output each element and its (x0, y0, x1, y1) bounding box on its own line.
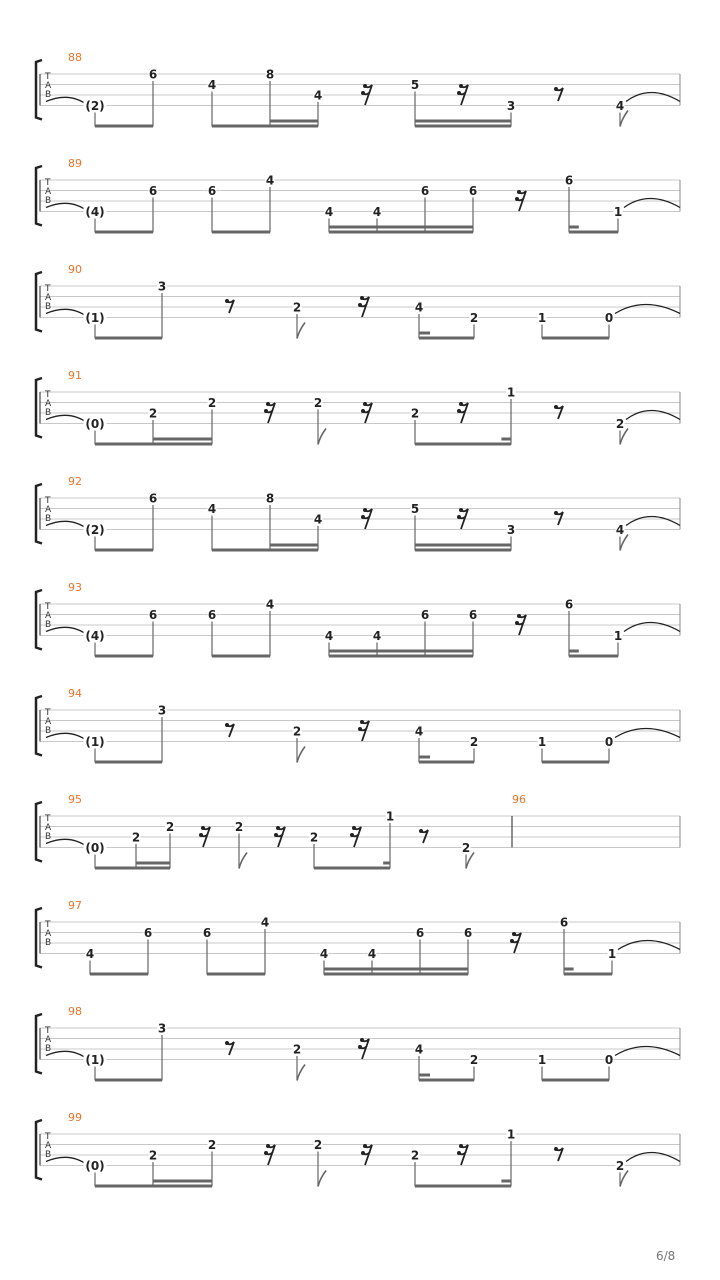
fret-number: 4 (260, 915, 270, 930)
sixteenth-rest-dot (510, 939, 514, 943)
eighth-rest-dot (554, 87, 558, 91)
sixteenth-rest-dot (459, 508, 463, 512)
beam (542, 761, 609, 764)
beam (90, 973, 148, 976)
sixteenth-rest-dot (350, 833, 354, 837)
tab-clef-letter: B (45, 302, 52, 312)
tie-out-arc (615, 305, 680, 314)
sixteenth-rest-dot (363, 402, 367, 406)
fret-number: (2) (85, 523, 105, 537)
tab-clef-letter: A (45, 293, 52, 303)
sixteenth-rest-dot (266, 402, 270, 406)
fret-number: 4 (615, 523, 625, 537)
fret-number: 2 (410, 406, 420, 421)
secondary-beam (153, 438, 212, 441)
fret-number: 4 (615, 99, 625, 113)
sixteenth-rest-dot (457, 409, 461, 413)
sixteenth-rest-dot (457, 1151, 461, 1155)
beam (329, 655, 473, 658)
beam (212, 125, 318, 128)
tie-out-arc (624, 199, 680, 208)
sixteenth-rest-dot (276, 826, 280, 830)
tab-clef-letter: A (45, 611, 52, 621)
system-bracket (36, 696, 42, 756)
beam (212, 655, 270, 658)
tab-clef-letter: A (45, 81, 52, 91)
fret-number: 2 (313, 396, 323, 410)
fret-number: 1 (613, 629, 623, 643)
staff-system-98 (36, 1005, 680, 1082)
sixteenth-rest-dot (264, 1151, 268, 1155)
system-bracket (36, 908, 42, 968)
fret-number: 2 (148, 1148, 158, 1163)
beam (324, 973, 468, 976)
tie-in-arc (46, 733, 88, 741)
tab-clef-letter: B (45, 514, 52, 524)
measure-number: 90 (68, 263, 82, 276)
beam (415, 549, 511, 552)
beam (419, 761, 474, 764)
fret-number: 3 (506, 99, 516, 113)
beam (419, 337, 474, 340)
note-flag (297, 747, 305, 763)
fret-number: (0) (85, 1159, 105, 1173)
fret-number: 6 (564, 597, 574, 612)
fret-number: 2 (615, 1159, 625, 1173)
fret-number: (2) (85, 99, 105, 113)
tab-clef-letter: B (45, 938, 52, 948)
tab-clef-letter: T (45, 496, 51, 506)
tab-clef-letter: T (45, 178, 51, 188)
eighth-rest-dot (225, 723, 229, 727)
staff-system-93 (36, 581, 680, 658)
tie-in-arc (46, 1051, 88, 1059)
tab-clef-letter: T (45, 284, 51, 294)
fret-number: 8 (265, 67, 275, 82)
fret-number: 2 (410, 1148, 420, 1163)
staff-system-95 (36, 793, 680, 870)
system-bracket (36, 272, 42, 332)
eighth-rest-dot (225, 299, 229, 303)
tab-clef-letter: A (45, 187, 52, 197)
sixteenth-rest-dot (361, 515, 365, 519)
sixteenth-rest-dot (363, 508, 367, 512)
secondary-beam (329, 650, 473, 653)
beam (95, 125, 153, 128)
staff-system-91 (36, 369, 680, 446)
tab-clef-letter: B (45, 1044, 52, 1054)
sixteenth-rest-dot (264, 409, 268, 413)
fret-number: 2 (309, 830, 319, 845)
sixteenth-rest-dot (274, 833, 278, 837)
beam (415, 1185, 511, 1188)
tie-in-arc (46, 521, 88, 529)
tie-out-arc (618, 941, 680, 950)
fret-number: 2 (292, 724, 302, 739)
beam (207, 973, 265, 976)
sixteenth-rest-dot (459, 402, 463, 406)
fret-number: 4 (319, 947, 329, 961)
beam (212, 549, 318, 552)
measure-number: 88 (68, 51, 82, 64)
system-bracket (36, 378, 42, 438)
fret-number: 6 (420, 184, 430, 198)
tie-in-arc (46, 309, 88, 317)
measure-number: 89 (68, 157, 82, 170)
fret-number: 2 (292, 300, 302, 315)
fret-number: (4) (85, 205, 105, 219)
sixteenth-rest-dot (361, 1151, 365, 1155)
secondary-beam (569, 650, 579, 653)
fret-number: 4 (207, 502, 217, 516)
fret-number: 2 (207, 1138, 217, 1152)
beam (95, 655, 153, 658)
note-flag (239, 853, 247, 869)
fret-number: 1 (537, 311, 547, 325)
sixteenth-rest-dot (199, 833, 203, 837)
fret-number: 6 (148, 608, 158, 622)
secondary-beam (419, 756, 430, 759)
tab-clef-letter: T (45, 1132, 51, 1142)
system-bracket (36, 590, 42, 650)
tie-out-arc (615, 729, 680, 738)
fret-number: 1 (506, 385, 516, 400)
tab-clef-letter: B (45, 90, 52, 100)
fret-number: 6 (148, 184, 158, 198)
note-flag (318, 429, 326, 445)
sixteenth-rest-dot (515, 197, 519, 201)
tie-in-arc (46, 97, 88, 105)
tie-out-arc (626, 517, 680, 526)
sixteenth-rest-dot (457, 515, 461, 519)
fret-number: 4 (414, 724, 424, 739)
beam (314, 867, 390, 870)
fret-number: 8 (265, 491, 275, 506)
staff-system-90 (36, 263, 680, 340)
tab-clef-letter: B (45, 196, 52, 206)
system-bracket (36, 166, 42, 226)
fret-number: 1 (385, 809, 395, 824)
beam (564, 973, 612, 976)
fret-number: 4 (207, 78, 217, 92)
tab-clef-letter: T (45, 814, 51, 824)
tab-clef-letter: A (45, 717, 52, 727)
secondary-beam (564, 968, 574, 971)
note-flag (318, 1171, 326, 1187)
fret-number: 0 (604, 1053, 614, 1067)
secondary-beam (419, 1074, 430, 1077)
measure-number: 93 (68, 581, 82, 594)
fret-number: 2 (165, 820, 175, 834)
staff-system-99 (36, 1111, 680, 1188)
sixteenth-rest-dot (358, 303, 362, 307)
fret-number: 6 (468, 608, 478, 622)
fret-number: 2 (313, 1138, 323, 1152)
fret-number: 1 (537, 1053, 547, 1067)
sixteenth-rest-dot (360, 720, 364, 724)
fret-number: (1) (85, 735, 105, 749)
fret-number: 1 (506, 1127, 516, 1142)
beam (419, 1079, 474, 1082)
tie-out-arc (626, 1153, 680, 1162)
secondary-beam (415, 120, 511, 123)
secondary-beam (136, 862, 170, 865)
tab-clef-letter: B (45, 832, 52, 842)
tie-in-arc (46, 1157, 88, 1165)
tab-clef-letter: T (45, 708, 51, 718)
system-bracket (36, 802, 42, 862)
secondary-beam (324, 968, 468, 971)
fret-number: 4 (265, 173, 275, 188)
sixteenth-rest-dot (361, 91, 365, 95)
eighth-rest-dot (225, 1041, 229, 1045)
beam (95, 231, 153, 234)
system-bracket (36, 484, 42, 544)
measure-number: 92 (68, 475, 82, 488)
tab-clef-letter: T (45, 72, 51, 82)
sixteenth-rest-dot (361, 409, 365, 413)
sixteenth-rest-dot (352, 826, 356, 830)
secondary-beam (270, 120, 318, 123)
tab-clef-letter: B (45, 726, 52, 736)
tie-in-arc (46, 627, 88, 635)
fret-number: 1 (607, 947, 617, 961)
tie-out-arc (615, 1047, 680, 1056)
tab-clef-letter: A (45, 929, 52, 939)
beam (95, 867, 170, 870)
sixteenth-rest-dot (512, 932, 516, 936)
tab-clef-letter: B (45, 408, 52, 418)
sixteenth-rest-dot (358, 727, 362, 731)
fret-number: 6 (468, 184, 478, 198)
staff-system-97 (36, 899, 680, 976)
tab-clef-letter: A (45, 1141, 52, 1151)
fret-number: 2 (461, 841, 471, 855)
fret-number: 3 (506, 523, 516, 537)
tie-out-arc (624, 623, 680, 632)
sixteenth-rest-dot (459, 1144, 463, 1148)
measure-number: 98 (68, 1005, 82, 1018)
eighth-rest-dot (554, 405, 558, 409)
page-number: 6/8 (656, 1249, 676, 1263)
beam (95, 1185, 212, 1188)
tab-clef-letter: B (45, 1150, 52, 1160)
fret-number: (0) (85, 417, 105, 431)
fret-number: 0 (604, 735, 614, 749)
beam (569, 231, 618, 234)
fret-number: 3 (157, 703, 167, 718)
fret-number: 4 (313, 88, 323, 103)
sixteenth-rest-dot (201, 826, 205, 830)
fret-number: 6 (202, 926, 212, 940)
secondary-beam (329, 226, 473, 229)
secondary-beam (415, 544, 511, 547)
fret-number: 4 (414, 300, 424, 315)
staff-system-88 (36, 51, 680, 128)
beam (542, 337, 609, 340)
fret-number: 2 (131, 830, 141, 845)
tab-clef-letter: T (45, 1026, 51, 1036)
beam (95, 549, 153, 552)
beam (212, 231, 270, 234)
note-flag (297, 1065, 305, 1081)
fret-number: 6 (564, 173, 574, 188)
tie-out-arc (626, 411, 680, 420)
secondary-beam (270, 544, 318, 547)
note-flag (297, 323, 305, 339)
fret-number: 2 (469, 311, 479, 325)
tie-in-arc (46, 203, 88, 211)
beam (569, 655, 618, 658)
tie-in-arc (46, 415, 88, 423)
sixteenth-rest-dot (363, 84, 367, 88)
secondary-beam (569, 226, 579, 229)
fret-number: 2 (469, 1053, 479, 1067)
fret-number: 6 (148, 67, 158, 82)
fret-number: (4) (85, 629, 105, 643)
measure-number: 99 (68, 1111, 82, 1124)
tab-clef-letter: T (45, 390, 51, 400)
tab-clef-letter: T (45, 602, 51, 612)
sixteenth-rest-dot (517, 190, 521, 194)
sixteenth-rest-dot (358, 1045, 362, 1049)
sixteenth-rest-dot (459, 84, 463, 88)
fret-number: 4 (367, 947, 377, 961)
staff-system-92 (36, 475, 680, 552)
fret-number: 2 (469, 735, 479, 749)
tab-clef-letter: A (45, 505, 52, 515)
fret-number: 2 (148, 406, 158, 421)
measure-number: 94 (68, 687, 82, 700)
tie-in-arc (46, 839, 88, 847)
fret-number: 5 (410, 78, 420, 92)
sixteenth-rest-dot (363, 1144, 367, 1148)
system-bracket (36, 1014, 42, 1074)
fret-number: (1) (85, 1053, 105, 1067)
measure-number: 95 (68, 793, 82, 806)
fret-number: 5 (410, 502, 420, 516)
secondary-beam (501, 438, 511, 441)
staff-system-89 (36, 157, 680, 234)
beam (415, 125, 511, 128)
fret-number: 4 (372, 205, 382, 219)
eighth-rest-dot (419, 829, 423, 833)
measure-number: 96 (512, 793, 526, 806)
fret-number: 2 (207, 396, 217, 410)
beam (95, 337, 162, 340)
staff-system-94 (36, 687, 680, 764)
tab-clef-letter: A (45, 1035, 52, 1045)
fret-number: 6 (463, 926, 473, 940)
tab-clef-letter: B (45, 620, 52, 630)
fret-number: 6 (559, 915, 569, 930)
fret-number: (1) (85, 311, 105, 325)
fret-number: 0 (604, 311, 614, 325)
fret-number: 4 (85, 947, 95, 961)
fret-number: 4 (414, 1042, 424, 1057)
fret-number: 1 (537, 735, 547, 749)
fret-number: 3 (157, 279, 167, 294)
fret-number: 2 (234, 820, 244, 834)
fret-number: 1 (613, 205, 623, 219)
fret-number: 2 (615, 417, 625, 431)
eighth-rest-dot (554, 511, 558, 515)
fret-number: 4 (372, 629, 382, 643)
system-bracket (36, 1120, 42, 1180)
beam (542, 1079, 609, 1082)
tab-clef-letter: T (45, 920, 51, 930)
eighth-rest-dot (554, 1147, 558, 1151)
sixteenth-rest-dot (515, 621, 519, 625)
sixteenth-rest-dot (457, 91, 461, 95)
fret-number: 4 (324, 629, 334, 643)
beam (95, 443, 212, 446)
fret-number: 4 (265, 597, 275, 612)
sixteenth-rest-dot (266, 1144, 270, 1148)
tie-out-arc (626, 93, 680, 102)
beam (415, 443, 511, 446)
measure-number: 97 (68, 899, 82, 912)
fret-number: 6 (143, 926, 153, 940)
fret-number: 6 (148, 491, 158, 506)
secondary-beam (419, 332, 430, 335)
beam (95, 1079, 162, 1082)
fret-number: 4 (324, 205, 334, 219)
fret-number: 2 (292, 1042, 302, 1057)
beam (329, 231, 473, 234)
system-bracket (36, 60, 42, 120)
fret-number: 4 (313, 512, 323, 527)
sixteenth-rest-dot (360, 296, 364, 300)
measure-number: 91 (68, 369, 82, 382)
fret-number: (0) (85, 841, 105, 855)
fret-number: 3 (157, 1021, 167, 1036)
fret-number: 6 (415, 926, 425, 940)
fret-number: 6 (420, 608, 430, 622)
secondary-beam (153, 1180, 212, 1183)
fret-number: 6 (207, 184, 217, 198)
fret-number: 6 (207, 608, 217, 622)
sixteenth-rest-dot (360, 1038, 364, 1042)
tab-clef-letter: A (45, 399, 52, 409)
beam (95, 761, 162, 764)
secondary-beam (501, 1180, 511, 1183)
secondary-beam (383, 862, 390, 865)
sixteenth-rest-dot (517, 614, 521, 618)
tab-clef-letter: A (45, 823, 52, 833)
